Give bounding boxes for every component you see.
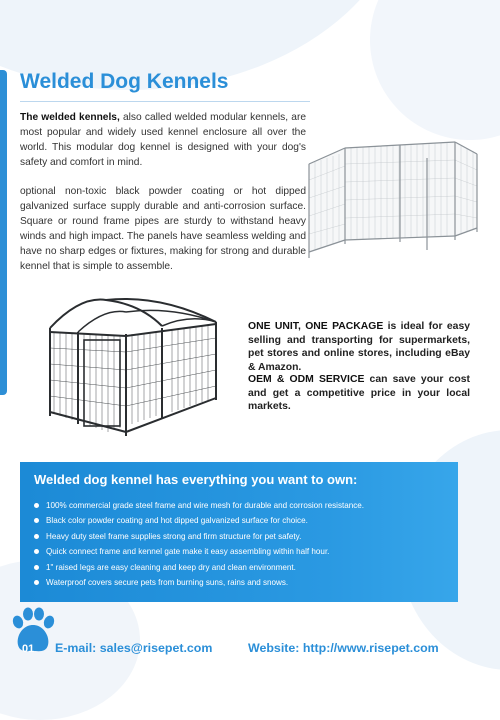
page-title: Welded Dog Kennels: [20, 70, 229, 93]
feature-item: [34, 513, 454, 528]
intro-paragraph: [20, 110, 306, 170]
coating-paragraph: optional non-toxic black powder coating or hot dipped galvanized surface supply durable and anti-corrosion surface. Square or round frame pipes are sturdy to withstand heavy winds and high impact. The panels have seamless welding and have no sharp edges or fixtures, making for strong and durable kennel that is simple to assemble.: [20, 186, 306, 272]
one-unit-text: [248, 320, 470, 374]
bullet-icon: [34, 565, 39, 570]
galvanized-kennel-image: [305, 140, 481, 266]
oem-odm-text: [248, 373, 470, 414]
one-unit-rest: is ideal for easy selling and transporting for supermarkets, pet stores and online stores, including eBay & Amazon.: [248, 321, 470, 373]
oem-odm-rest: can save your cost and get a competitive price in your local markets.: [248, 374, 470, 413]
website-contact: Website: http://www.risepet.com: [248, 641, 439, 655]
left-accent-bar: [0, 70, 7, 395]
email-contact: E-mail: sales@risepet.com: [55, 641, 213, 655]
feature-text: 100% commercial grade steel frame and wire mesh for durable and corrosion resistance.: [46, 501, 365, 510]
bullet-icon: [34, 534, 39, 539]
feature-text: Quick connect frame and kennel gate make it easy assembling within half hour.: [46, 547, 330, 557]
bullet-icon: [34, 518, 39, 523]
bullet-icon: [34, 580, 39, 585]
bullet-icon: [34, 549, 39, 554]
features-panel: [20, 462, 458, 602]
black-kennel-image: [40, 292, 222, 440]
feature-item: [34, 560, 454, 575]
feature-text: Heavy duty steel frame supplies strong and firm structure for pet safety.: [46, 531, 302, 541]
page-number: 01: [22, 643, 35, 655]
feature-text: 1" raised legs are easy cleaning and keep dry and clean environment.: [46, 562, 296, 572]
feature-item: [34, 544, 454, 559]
feature-item: [34, 529, 454, 544]
feature-text: Black color powder coating and hot dipped galvanized surface for choice.: [46, 516, 308, 526]
background-decoration: [370, 0, 500, 140]
feature-item: [34, 575, 454, 590]
features-title: Welded dog kennel has everything you want to own:: [34, 472, 358, 487]
intro-lead: The welded kennels,: [20, 112, 120, 123]
one-unit-highlight: ONE UNIT, ONE PACKAGE: [248, 321, 384, 332]
feature-text: Waterproof covers secure pets from burning suns, rains and snows.: [46, 578, 289, 588]
title-divider: [20, 101, 310, 102]
features-list: [34, 498, 454, 590]
intro-text: also called welded modular kennels, are most popular and widely used kennel enclosure all over the world. This modular dog kennel is designed with your dog's safety and comfort in mind.: [20, 112, 306, 168]
feature-item: [34, 498, 454, 513]
bullet-icon: [34, 503, 39, 508]
oem-odm-highlight: OEM & ODM SERVICE: [248, 374, 365, 385]
